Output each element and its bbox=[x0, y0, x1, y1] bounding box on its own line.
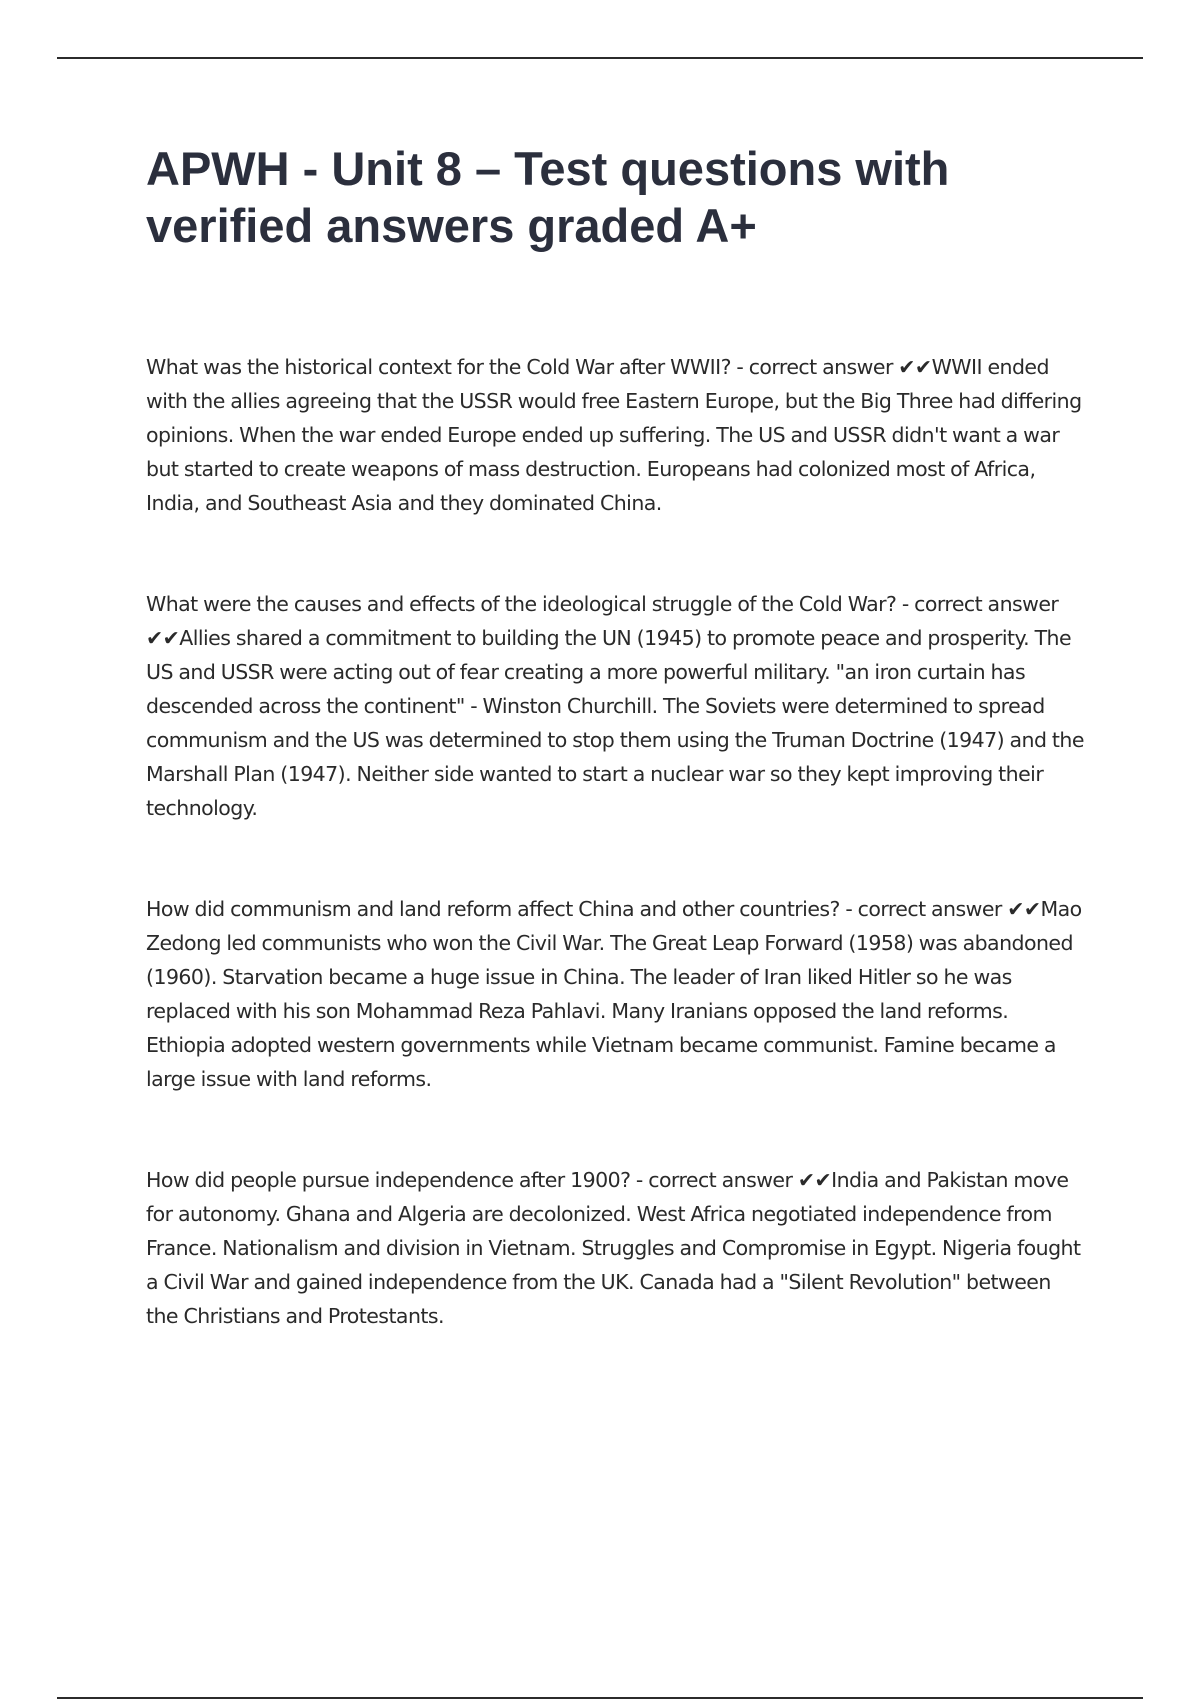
question-text: How did people pursue independence after 1900? bbox=[146, 1168, 631, 1192]
document-title: APWH - Unit 8 – Test questions with verified answers graded A+ bbox=[146, 142, 950, 252]
answer-marker: - correct answer ✔✔ bbox=[146, 592, 1059, 650]
qa-item-4 bbox=[146, 1163, 1086, 1333]
answer-text: India and Pakistan move for autonomy. Ghana and Algeria are decolonized. West Africa negotiated independence from France. Nationalism and division in Vietnam. Struggles and Compromise in Egypt. Nigeria fought a Civil War and gained independence from the UK. Canada had a "Silent Revolution" between the Christians and Protestants. bbox=[146, 1168, 1081, 1328]
answer-marker: - correct answer ✔✔ bbox=[845, 897, 1041, 921]
answer-marker: - correct answer ✔✔ bbox=[736, 355, 932, 379]
answer-text: Mao Zedong led communists who won the Civil War. The Great Leap Forward (1958) was abandoned (1960). Starvation became a huge issue in China. The leader of Iran liked Hitler so he was replaced with his son Mohammad Reza Pahlavi. Many Iranians opposed the land reforms. Ethiopia adopted western governments while Vietnam became communist. Famine became a large issue with land reforms. bbox=[146, 897, 1082, 1091]
answer-text: WWII ended with the allies agreeing that the USSR would free Eastern Europe, but the Big Three had differing opinions. When the war ended Europe ended up suffering. The US and USSR didn't want a war but started to create weapons of mass destruction. Europeans had colonized most of Africa, India, and Southeast Asia and they dominated China. bbox=[146, 355, 1082, 515]
top-divider bbox=[57, 57, 1143, 59]
qa-item-3 bbox=[146, 892, 1086, 1096]
answer-text: Allies shared a commitment to building the UN (1945) to promote peace and prosperity. The US and USSR were acting out of fear creating a more powerful military. "an iron curtain has descended across the continent" - Winston Churchill. The Soviets were determined to spread communism and the US was determined to stop them using the Truman Doctrine (1947) and the Marshall Plan (1947). Neither side wanted to start a nuclear war so they kept improving their technology. bbox=[146, 626, 1084, 820]
question-text: What were the causes and effects of the ideological struggle of the Cold War? bbox=[146, 592, 897, 616]
question-text: What was the historical context for the Cold War after WWII? bbox=[146, 355, 731, 379]
bottom-divider bbox=[57, 1697, 1143, 1699]
answer-marker: - correct answer ✔✔ bbox=[635, 1168, 832, 1192]
question-text: How did communism and land reform affect China and other countries? bbox=[146, 897, 840, 921]
qa-item-1 bbox=[146, 350, 1086, 520]
document-body bbox=[146, 140, 1086, 1400]
qa-item-2 bbox=[146, 587, 1086, 825]
qa-list bbox=[146, 350, 1086, 1333]
